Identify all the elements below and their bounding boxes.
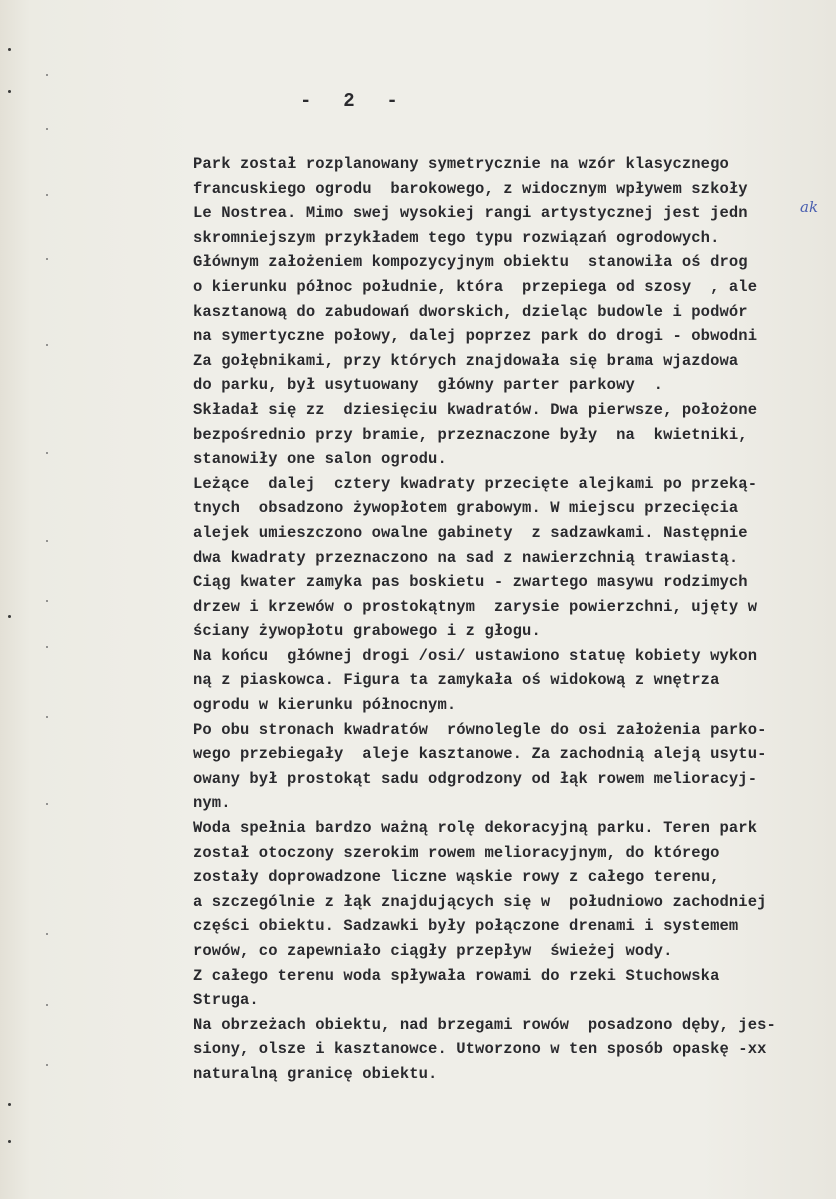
text-line: rowów, co zapewniało ciągły przepływ świeżej wody. — [193, 942, 673, 960]
text-line: naturalną granicę obiektu. — [193, 1064, 438, 1083]
text-line: Le Nostrea. Mimo swej wysokiej rangi artystycznej jest jedn — [193, 204, 748, 223]
text-line: dwa kwadraty przeznaczono na sad z nawierzchnią trawiastą. — [193, 548, 739, 567]
text-line: Struga. — [193, 991, 259, 1010]
text-line: nym. — [193, 794, 231, 813]
text-line: bezpośrednio przy bramie, przeznaczone były na kwietniki, — [193, 425, 748, 444]
text-line: Głównym założeniem kompozycyjnym obiektu stanowiła oś drog — [193, 253, 748, 272]
text-line: francuskiego ogrodu barokowego, z widocznym wpływem szkoły — [193, 179, 748, 198]
text-line: Z całego terenu woda spływała rowami do rzeki Stuchowska — [193, 966, 720, 985]
text-line: Na końcu głównej drogi /osi/ ustawiono statuę kobiety wykon — [193, 646, 758, 665]
text-line: kasztanową do zabudowań dworskich, dzieląc budowle i podwór — [193, 302, 748, 321]
text-line: alejek umieszczono owalne gabinety z sadzawkami. Następnie — [193, 523, 748, 542]
text-line: na symertyczne połowy, dalej poprzez park do drogi - obwodni — [193, 327, 758, 346]
text-line: Woda spełnia bardzo ważną rolę dekoracyjną parku. Teren park — [193, 819, 758, 838]
text-line: stanowiły one salon ogrodu. — [193, 450, 447, 469]
text-line: Na obrzeżach obiektu, nad brzegami rowów posadzono dęby, jes- — [193, 1015, 776, 1034]
text-line: zostały doprowadzone liczne wąskie rowy z całego terenu, — [193, 868, 720, 887]
text-line: Leżące dalej cztery kwadraty przecięte alejkami po przeką- — [193, 474, 758, 493]
handwritten-correction: ak — [800, 198, 819, 216]
text-line: części obiektu. Sadzawki były połączone drenami i systemem — [193, 917, 739, 936]
text-line: Składał się zz dziesięciu kwadratów. Dwa pierwsze, położone — [193, 400, 758, 419]
text-line: siony, olsze i kasztanowce. Utworzono w ten sposób opaskę -xx — [193, 1040, 767, 1059]
text-line: drzew i krzewów o prostokątnym zarysie powierzchni, ujęty w — [193, 597, 758, 616]
text-line: Za gołębnikami, przy których znajdowała się brama wjazdowa — [193, 351, 739, 370]
text-line: wego przebiegały aleje kasztanowe. Za zachodnią aleją usytu- — [193, 745, 767, 764]
text-line: ściany żywopłotu grabowego i z głogu. — [193, 622, 541, 641]
typed-body-text — [193, 152, 829, 1087]
text-line: tnych obsadzono żywopłotem grabowym. W miejscu przecięcia — [193, 499, 739, 518]
text-line: Po obu stronach kwadratów równolegle do osi założenia parko- — [193, 720, 767, 739]
page-number: - 2 - — [300, 90, 401, 112]
text-line: Ciąg kwater zamyka pas boskietu - zwartego masywu rodzimych — [193, 573, 748, 592]
text-line: ną z piaskowca. Figura ta zamykała oś widokową z wnętrza — [193, 671, 720, 690]
text-line: owany był prostokąt sadu odgrodzony od łąk rowem melioracyj- — [193, 769, 758, 788]
text-line: do parku, był usytuowany główny parter parkowy . — [193, 376, 664, 395]
text-line: został otoczony szerokim rowem melioracyjnym, do którego — [193, 843, 720, 862]
text-line: Park został rozplanowany symetrycznie na wzór klasycznego — [193, 155, 729, 173]
text-line: ogrodu w kierunku północnym. — [193, 696, 457, 715]
text-line: a szczególnie z łąk znajdujących się w południowo zachodniej — [193, 892, 767, 911]
text-line: skromniejszym przykładem tego typu rozwiązań ogrodowych. — [193, 228, 720, 247]
text-line: o kierunku północ południe, która przepiega od szosy , ale — [193, 277, 758, 296]
